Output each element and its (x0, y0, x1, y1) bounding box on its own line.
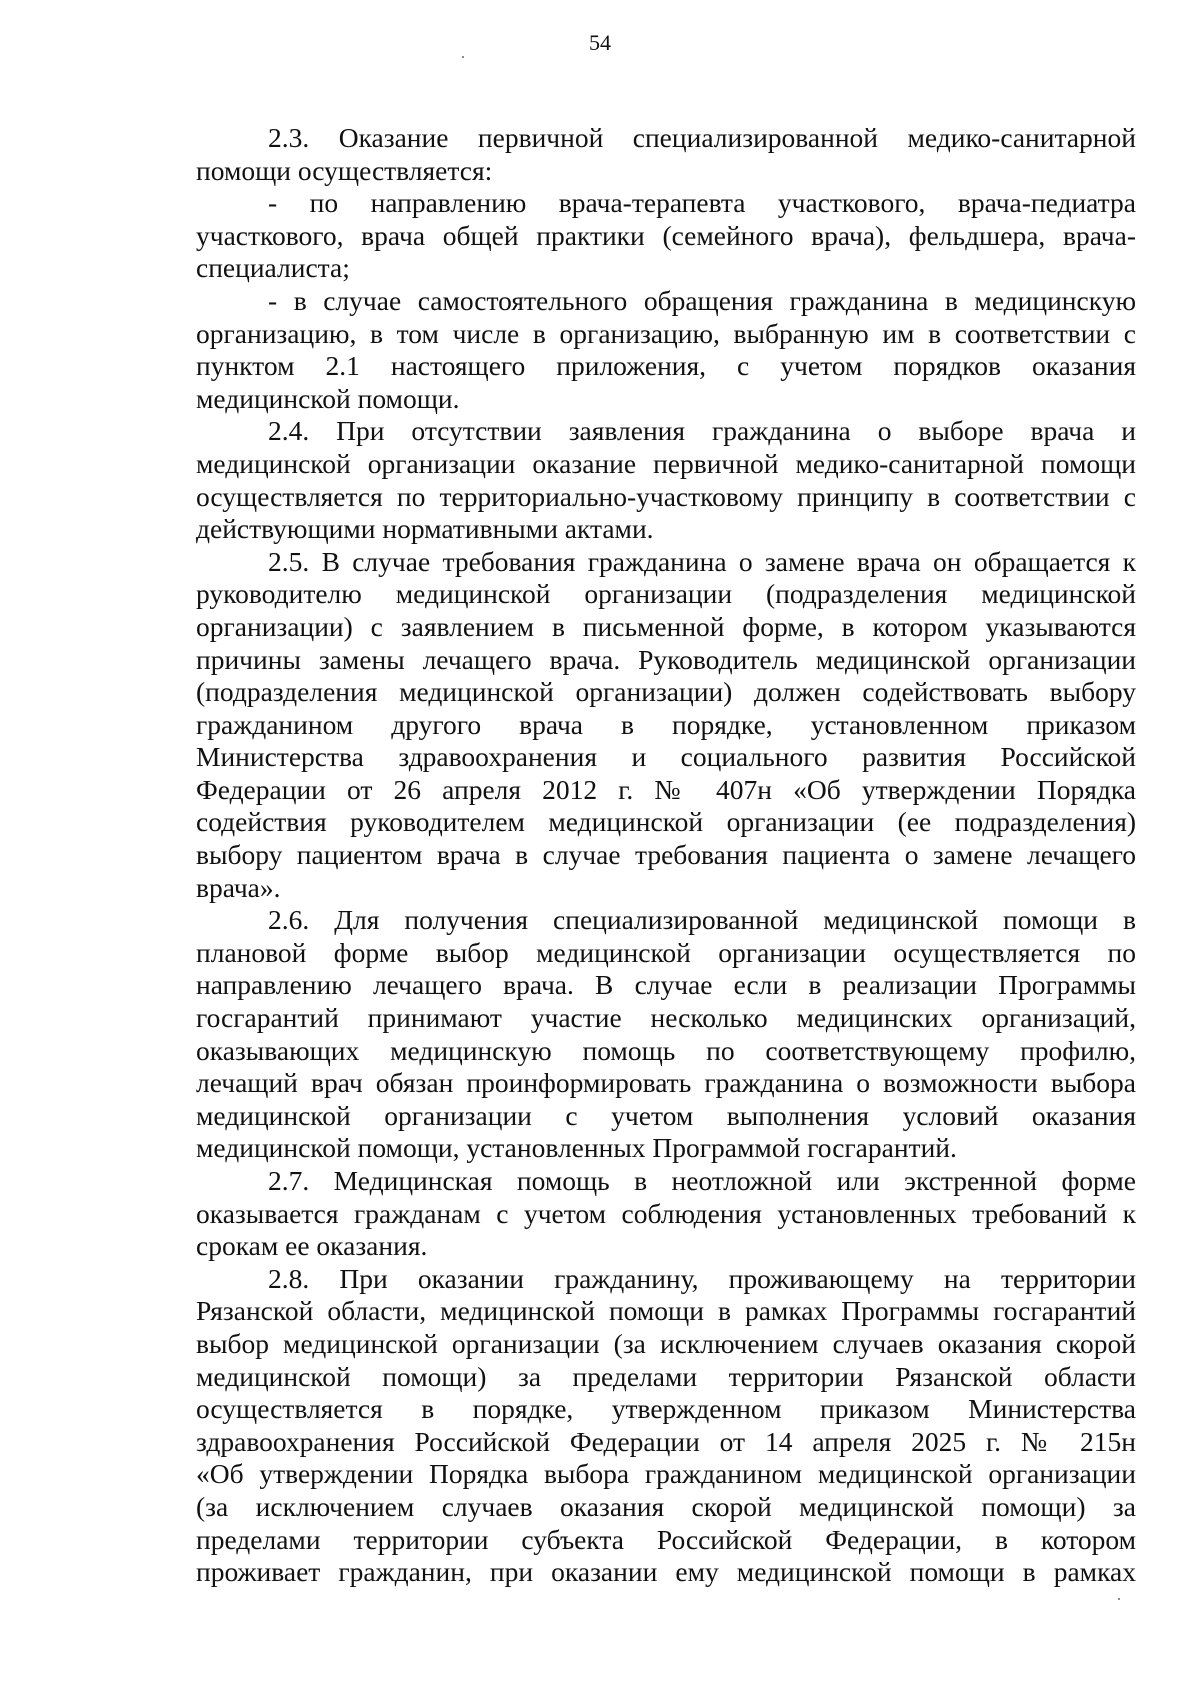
text-line: медицинской помощи, установленных Программой госгарантий. (196, 1132, 957, 1164)
text-line: оказывающих медицинскую помощь по соответствующему профилю, (196, 1034, 1136, 1066)
text-line: помощи осуществляется: (196, 154, 493, 186)
text-line: 2.7. Медицинская помощь в неотложной или экстренной форме (268, 1165, 1136, 1196)
text-line: медицинской помощи. (196, 382, 460, 414)
text-line: медицинской помощи) за пределами территории Рязанской области (196, 1360, 1136, 1392)
text-line: организации) с заявлением в письменной форме, в котором указываются (196, 610, 1136, 642)
text-line: плановой форме выбор медицинской организации осуществляется по (196, 936, 1136, 968)
text-line: проживает гражданин, при оказании ему медицинской помощи в рамках (196, 1556, 1136, 1588)
text-line: 2.5. В случае требования гражданина о замене врача он обращается к (268, 545, 1136, 577)
text-line: действующими нормативными актами. (196, 513, 654, 545)
document-body (196, 122, 1136, 1589)
paragraph-p2-8 (196, 1263, 1136, 1589)
text-line: (за исключением случаев оказания скорой медицинской помощи) за (196, 1490, 1136, 1522)
text-line: врача». (196, 871, 281, 903)
paragraph-p2-3-a (196, 187, 1136, 285)
text-line: 2.4. При отсутствии заявления гражданина о выборе врача и (268, 415, 1136, 447)
text-line: пунктом 2.1 настоящего приложения, с учетом порядков оказания (196, 350, 1136, 382)
paragraph-p2-6 (196, 904, 1136, 1165)
text-line: выбор медицинской организации (за исключением случаев оказания скорой (196, 1327, 1136, 1359)
text-line: специалиста; (196, 252, 350, 284)
text-line: оказывается гражданам с учетом соблюдения установленных требований к (196, 1197, 1136, 1229)
text-line: руководителю медицинской организации (подразделения медицинской (196, 578, 1136, 610)
text-line: Федерации от 26 апреля 2012 г. № 407н «Об утверждении Порядка (196, 773, 1136, 805)
text-line: медицинской организации с учетом выполнения условий оказания (196, 1099, 1136, 1131)
text-line: - по направлению врача-терапевта участкового, врача-педиатра (268, 187, 1136, 219)
page-number: 54 (589, 30, 611, 55)
text-line: Рязанской области, медицинской помощи в рамках Программы госгарантий (196, 1295, 1136, 1327)
paragraph-p2-3 (196, 122, 1136, 187)
text-line: осуществляется в порядке, утвержденном приказом Министерства (196, 1393, 1136, 1425)
scan-speck (1118, 1598, 1120, 1600)
text-line: причины замены лечащего врача. Руководитель медицинской организации (196, 643, 1136, 675)
text-line: Министерства здравоохранения и социального развития Российской (196, 741, 1136, 773)
text-line: направлению лечащего врача. В случае если в реализации Программы (196, 969, 1136, 1001)
text-line: организацию, в том числе в организацию, выбранную им в соответствии с (196, 317, 1136, 349)
text-line: гражданином другого врача в порядке, установленном приказом (196, 708, 1136, 740)
text-line: (подразделения медицинской организации) должен содействовать выбору (196, 676, 1136, 708)
text-line: участкового, врача общей практики (семейного врача), фельдшера, врача- (196, 219, 1136, 251)
text-line: 2.8. При оказании гражданину, проживающему на территории (268, 1262, 1136, 1294)
text-line: 2.6. Для получения специализированной медицинской помощи в (268, 904, 1136, 936)
paragraph-p2-5 (196, 546, 1136, 905)
text-line: выбору пациентом врача в случае требования пациента о замене лечащего (196, 839, 1136, 871)
text-line: лечащий врач обязан проинформировать гражданина о возможности выбора (196, 1067, 1136, 1099)
text-line: «Об утверждении Порядка выбора гражданином медицинской организации (196, 1458, 1136, 1490)
text-line: 2.3. Оказание первичной специализированной медико-санитарной (268, 122, 1136, 153)
text-line: пределами территории субъекта Российской Федерации, в котором (196, 1523, 1136, 1555)
text-line: здравоохранения Российской Федерации от 14 апреля 2025 г. № 215н (196, 1425, 1136, 1457)
text-line: госгарантий принимают участие несколько медицинских организаций, (196, 1002, 1136, 1034)
text-line: содействия руководителем медицинской организации (ее подразделения) (196, 806, 1136, 838)
scan-speck (462, 56, 464, 58)
paragraph-p2-7 (196, 1165, 1136, 1263)
text-line: осуществляется по территориально-участковому принципу в соответствии с (196, 480, 1136, 512)
paragraph-p2-4 (196, 415, 1136, 545)
text-line: срокам ее оказания. (196, 1230, 428, 1262)
paragraph-p2-3-b (196, 285, 1136, 415)
text-line: медицинской организации оказание первичной медико-санитарной помощи (196, 447, 1136, 479)
text-line: - в случае самостоятельного обращения гражданина в медицинскую (268, 284, 1136, 316)
